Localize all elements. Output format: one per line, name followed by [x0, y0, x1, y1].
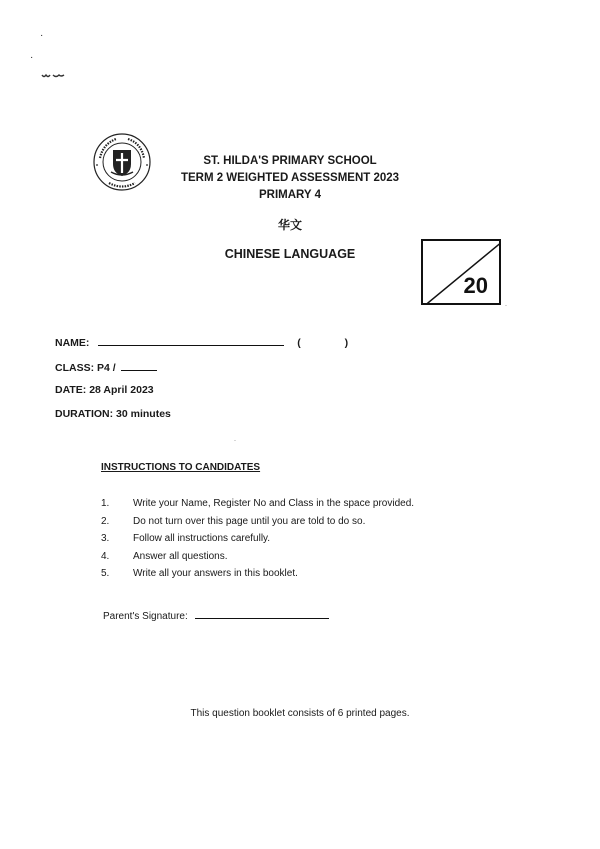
school-crest-logo [92, 132, 152, 192]
scan-mark: · [234, 438, 236, 444]
register-bracket-open: ( [297, 337, 301, 349]
date-field: DATE: 28 April 2023 [55, 384, 154, 396]
parent-signature-field [103, 608, 329, 622]
duration-field: DURATION: 30 minutes [55, 408, 171, 420]
scan-mark: · [40, 30, 44, 41]
instruction-item: 1. Write your Name, Register No and Class in the space provided. [101, 498, 415, 509]
instructions-list [101, 498, 414, 586]
footer-note: This question booklet consists of 6 printed pages. [190, 708, 410, 719]
instruction-item: 3. Follow all instructions carefully. [101, 533, 271, 545]
name-field [55, 335, 348, 349]
scan-mark: · [30, 52, 34, 63]
class-line[interactable] [121, 360, 157, 371]
name-label: NAME: [55, 337, 90, 349]
class-label: CLASS: P4 / [55, 362, 116, 374]
total-marks: 20 [463, 273, 488, 298]
assessment-title: TERM 2 WEIGHTED ASSESSMENT 2023 [180, 172, 400, 184]
name-line[interactable] [98, 335, 284, 346]
instruction-item: 4. Answer all questions. [101, 550, 228, 562]
score-box [421, 239, 501, 305]
register-bracket-close: ) [344, 337, 349, 349]
subject-chinese: 华文 [277, 218, 302, 232]
instruction-item: 2. Do not turn over this page until you are told to do so. [101, 515, 366, 527]
class-field [55, 360, 157, 374]
scan-artifact [41, 66, 65, 70]
level-title: PRIMARY 4 [259, 189, 321, 201]
parent-signature-line[interactable] [195, 608, 329, 619]
scan-mark: · [505, 303, 507, 309]
subject-title: CHINESE LANGUAGE [224, 247, 356, 261]
school-name: ST. HILDA'S PRIMARY SCHOOL [203, 155, 377, 167]
instructions-heading: INSTRUCTIONS TO CANDIDATES [101, 462, 261, 473]
parent-signature-label: Parent's Signature: [103, 611, 188, 622]
instruction-item: 5. Write all your answers in this booklet. [101, 568, 298, 580]
